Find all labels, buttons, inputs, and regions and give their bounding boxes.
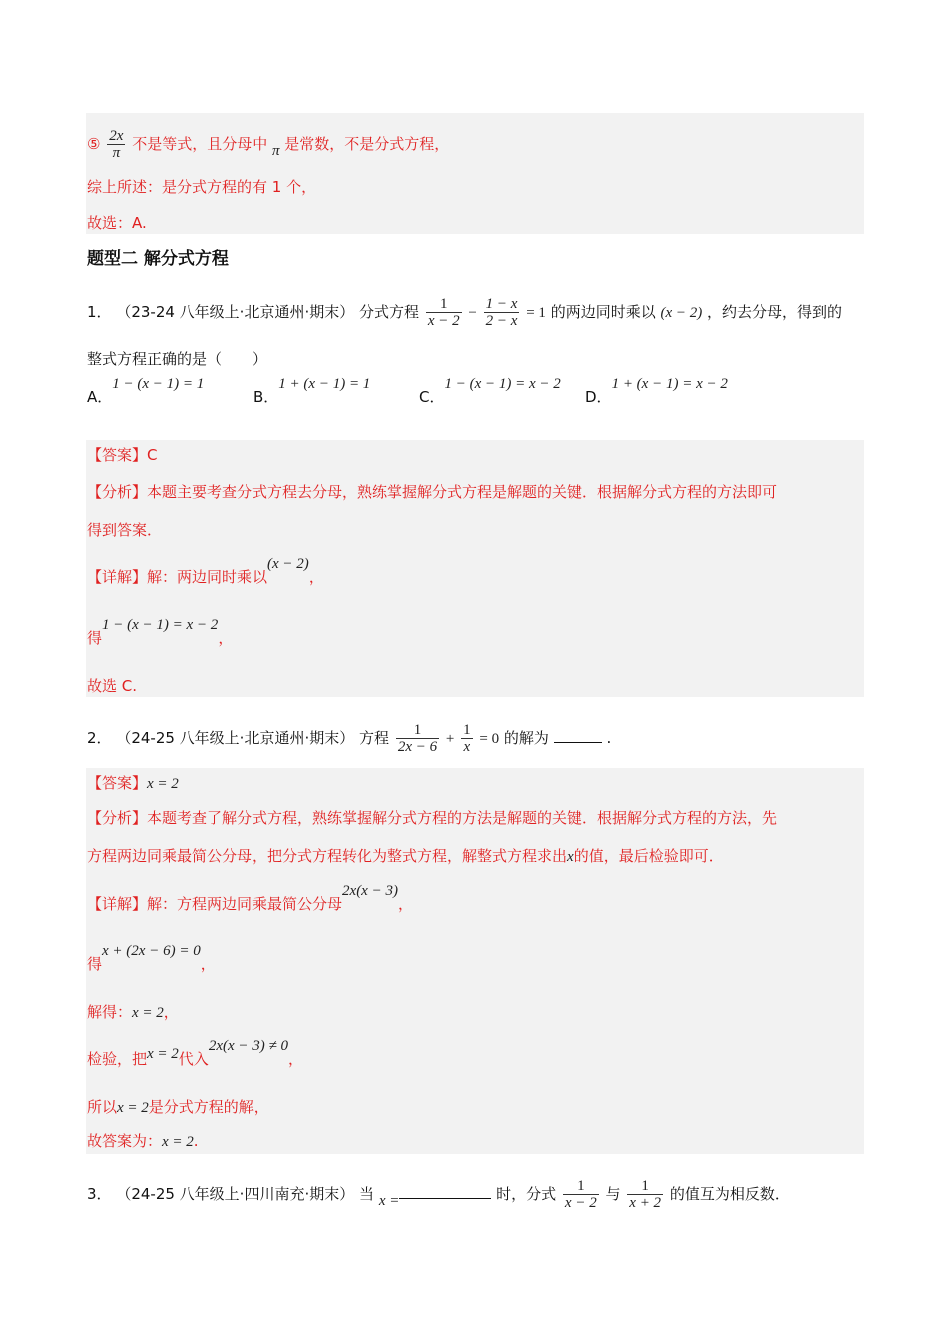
- q1-number: 1．: [87, 303, 112, 321]
- q1-detail-line1: 【详解】解：两边同时乘以(x − 2)，: [87, 556, 324, 586]
- q2-detail-line3: 解得：x = 2，: [87, 1003, 179, 1021]
- section-title: 题型二 解分式方程: [87, 249, 229, 269]
- q2-source: （24-25 八年级上·北京通州·期末）: [116, 729, 355, 747]
- q1-detail-line2: 得1 − (x − 1) = x − 2，: [87, 617, 234, 647]
- q2-final-answer: 故答案为：x = 2.: [87, 1132, 199, 1150]
- pi-symbol: π: [271, 143, 280, 159]
- q2-answer-blank[interactable]: [554, 742, 602, 743]
- q1-option-b[interactable]: B．1 + (x − 1) = 1: [253, 376, 371, 406]
- q2-fraction-1: $\frac{1}{2x - 6}$: [397, 722, 438, 755]
- q1-stem-line1: 1． （23-24 八年级上·北京通州·期末） 分式方程 $\frac{1}{x - 2}$ − $\frac{1 - x}{2 - x}$ = 1 的两边同时乘以 (x − 2) ，约去分母，得到的: [87, 296, 843, 329]
- q3-source: （24-25 八年级上·四川南充·期末）: [116, 1185, 355, 1203]
- q2-fraction-2: $\frac{1}{x}$: [463, 722, 471, 755]
- fraction-2x-over-pi: $\frac{2x}{\pi}$: [109, 128, 124, 161]
- q2-answer: 【答案】x = 2: [87, 774, 179, 792]
- q1-option-a[interactable]: A．1 − (x − 1) = 1: [87, 376, 205, 406]
- q3-number: 3．: [87, 1185, 112, 1203]
- q2-analysis-line1: 【分析】本题考查了解分式方程，熟练掌握解分式方程的方法是解题的关键．根据解分式方程的方法，先: [87, 809, 778, 827]
- q2-detail-line5: 所以x = 2是分式方程的解，: [87, 1098, 269, 1116]
- q1-stem-line2: 整式方程正确的是（ ）: [87, 350, 268, 368]
- q2-detail-line2: 得x + (2x − 6) = 0，: [87, 943, 216, 973]
- q1-option-c[interactable]: C．1 − (x − 1) = x − 2: [419, 376, 561, 406]
- q1-source: （23-24 八年级上·北京通州·期末）: [116, 303, 355, 321]
- q2-analysis-line2: 方程两边同乘最简公分母，把分式方程转化为整式方程，解整式方程求出x的值，最后检验即可．: [87, 847, 724, 865]
- prev-final-answer: 故选：A.: [87, 214, 147, 232]
- q1-multiplier: (x − 2): [660, 305, 703, 321]
- q3-fraction-1: $\frac{1}{x - 2}$: [564, 1178, 597, 1211]
- q1-final-answer: 故选 C.: [87, 677, 138, 695]
- q3-answer-blank[interactable]: [399, 1198, 491, 1199]
- circled-5-marker: ⑤: [87, 135, 101, 153]
- q1-answer: 【答案】C: [87, 446, 158, 464]
- prev-summary: 综上所述：是分式方程的有 1 个，: [87, 178, 317, 196]
- q2-detail-line1: 【详解】解：方程两边同乘最简公分母2x(x − 3)，: [87, 883, 413, 913]
- q1-analysis-line2: 得到答案．: [87, 521, 163, 539]
- prev-item-5: ⑤ $\frac{2x}{\pi}$ 不是等式，且分母中 π 是常数，不是分式方程，: [87, 128, 450, 161]
- q2-stem: 2． （24-25 八年级上·北京通州·期末） 方程 $\frac{1}{2x - 6}$ + $\frac{1}{x}$ = 0 的解为 .: [87, 722, 612, 755]
- q1-option-d[interactable]: D．1 + (x − 1) = x − 2: [585, 376, 728, 406]
- q2-detail-line4: 检验，把x = 2代入2x(x − 3) ≠ 0，: [87, 1038, 303, 1068]
- q3-stem: 3． （24-25 八年级上·四川南充·期末） 当 x = 时，分式 $\frac{1}{x - 2}$ 与 $\frac{1}{x + 2}$ 的值互为相反数．: [87, 1178, 790, 1211]
- q1-analysis-line1: 【分析】本题主要考查分式方程去分母，熟练掌握解分式方程是解题的关键．根据解分式方程的方法即可: [87, 483, 778, 501]
- q1-fraction-2: $\frac{1 - x}{2 - x}$: [485, 296, 518, 329]
- q2-number: 2．: [87, 729, 112, 747]
- q1-fraction-1: $\frac{1}{x - 2}$: [427, 296, 460, 329]
- q3-fraction-2: $\frac{1}{x + 2}$: [629, 1178, 662, 1211]
